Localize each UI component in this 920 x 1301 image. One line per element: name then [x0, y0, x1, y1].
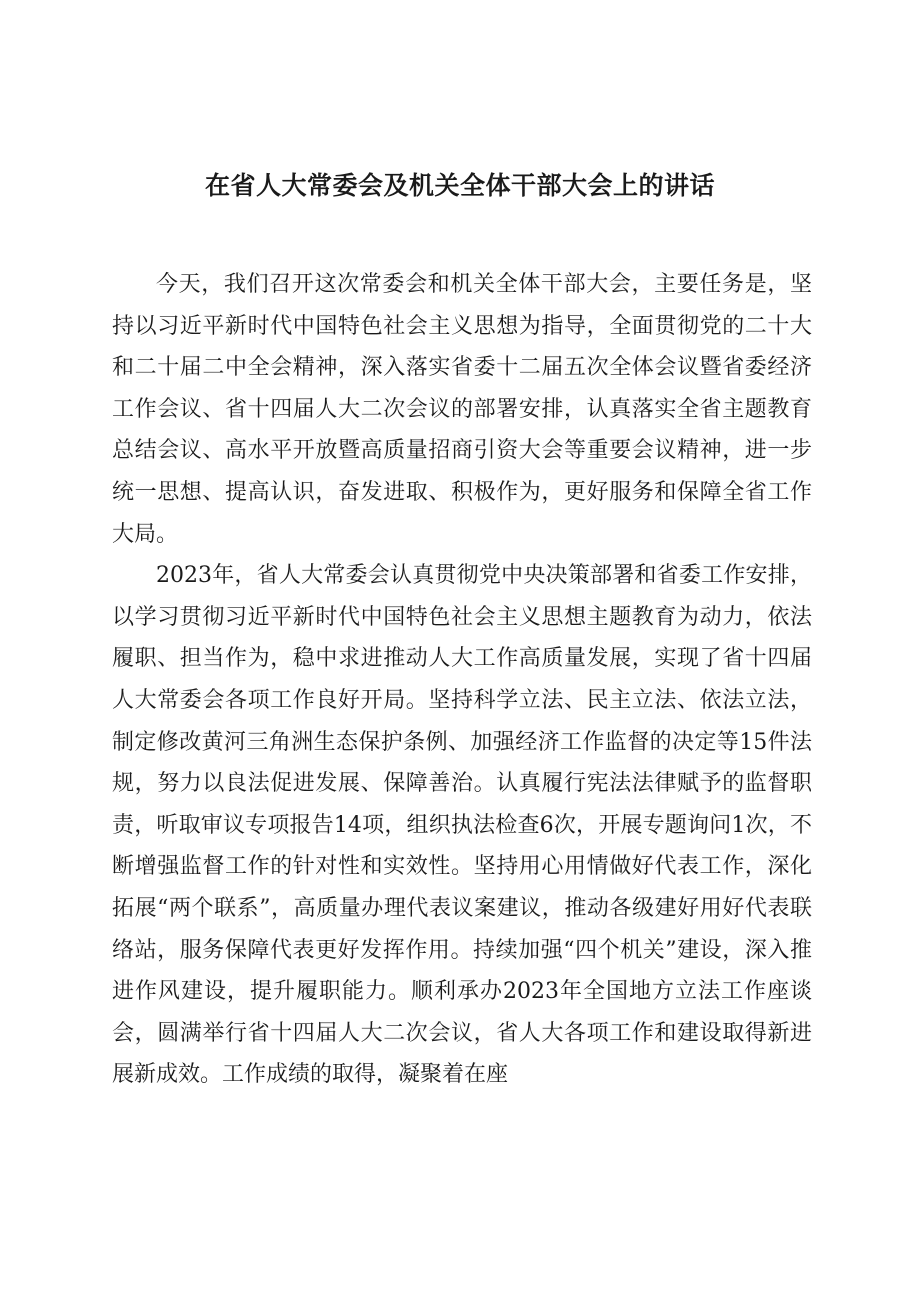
- document-body: [112, 264, 812, 1096]
- paragraph-opening: 今天，我们召开这次常委会和机关全体干部大会，主要任务是，坚持以习近平新时代中国特色社会主义思想为指导，全面贯彻党的二十大和二十届二中全会精神，深入落实省委十二届五次全体会议暨省委经济工作会议、省十四届人大二次会议的部署安排，认真落实全省主题教育总结会议、高水平开放暨高质量招商引资大会等重要会议精神，进一步统一思想、提高认识，奋发进取、积极作为，更好服务和保障全省工作大局。: [112, 272, 812, 547]
- paragraph-review-2023: 2023年，省人大常委会认真贯彻党中央决策部署和省委工作安排，以学习贯彻习近平新时代中国特色社会主义思想主题教育为动力，依法履职、担当作为，稳中求进推动人大工作高质量发展，实现了省十四届人大常委会各项工作良好开局。坚持科学立法、民主立法、依法立法，制定修改黄河三角洲生态保护条例、加强经济工作监督的决定等15件法规，努力以良法促进发展、保障善治。认真履行宪法法律赋予的监督职责，听取审议专项报告14项，组织执法检查6次，开展专题询问1次，不断增强监督工作的针对性和实效性。坚持用心用情做好代表工作，深化拓展“两个联系”，高质量办理代表议案建议，推动各级建好用好代表联络站，服务保障代表更好发挥作用。持续加强“四个机关”建设，深入推进作风建设，提升履职能力。顺利承办2023年全国地方立法工作座谈会，圆满举行省十四届人大二次会议，省人大各项工作和建设取得新进展新成效。工作成绩的取得，凝聚着在座: [112, 563, 812, 1088]
- document-title: 在省人大常委会及机关全体干部大会上的讲话: [204, 171, 715, 200]
